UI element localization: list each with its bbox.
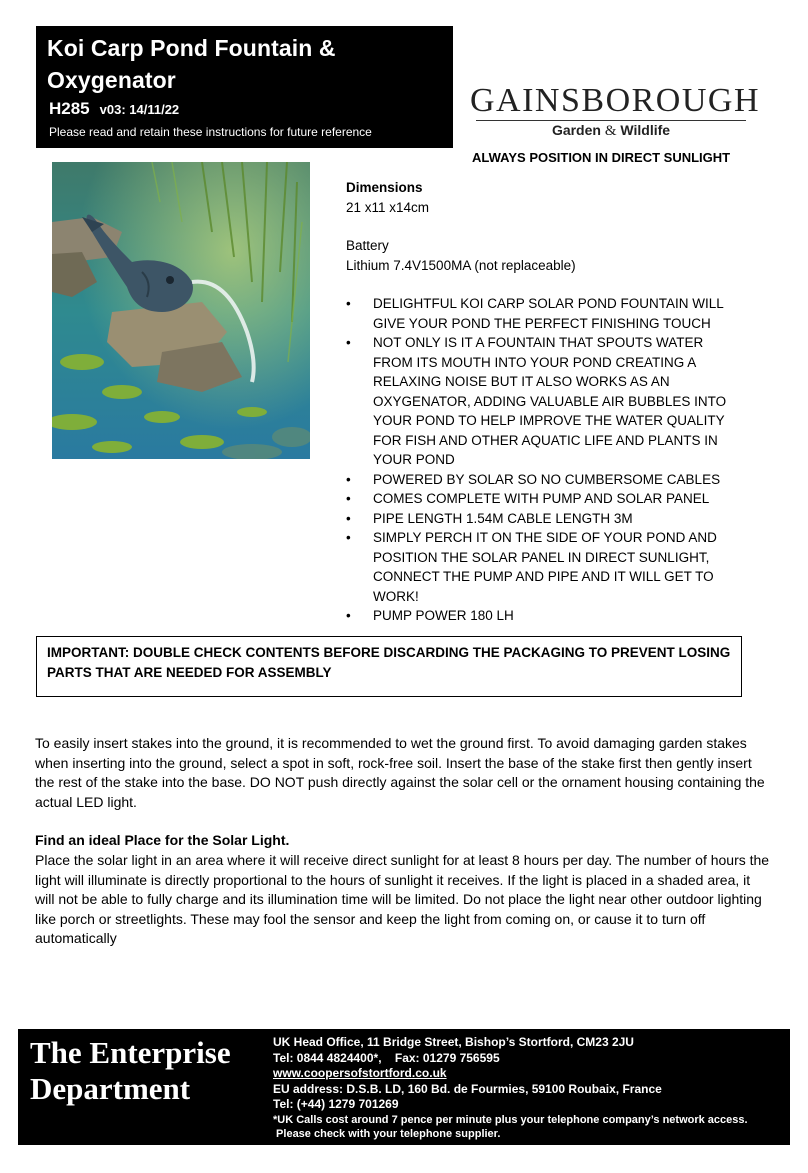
brand-subtitle <box>470 122 752 140</box>
bullet-icon: • <box>346 510 351 526</box>
battery-label: Battery <box>346 238 389 253</box>
website-link[interactable]: www.coopersofstortford.co.uk <box>273 1066 447 1080</box>
bullet-icon: • <box>346 296 351 311</box>
battery-value: Lithium 7.4V1500MA (not replaceable) <box>346 257 576 273</box>
department-name: The Enterprise Department <box>30 1035 231 1106</box>
product-title-line2: Oxygenator <box>47 67 176 93</box>
bullet-icon: • <box>346 335 351 350</box>
specs-section <box>346 178 746 626</box>
bullet-icon: • <box>346 530 351 545</box>
brand-rule <box>476 120 746 121</box>
bullet-icon: • <box>346 471 351 487</box>
brand-logo <box>470 82 761 140</box>
brand-name: GAINSBOROUGH <box>470 82 761 119</box>
brand-sub-amp: & <box>604 123 617 139</box>
version-label: v03: 14/11/22 <box>99 102 180 117</box>
stake-instructions: To easily insert stakes into the ground, it is recommended to wet the ground first. To avoid damaging garden stakes when inserting into the ground, select a spot in soft, rock-free soil. Insert the base of the stake first then gently insert the rest of the stake into the base. DO NOT push directly against the solar cell or the ornament housing containing the actual LED light. <box>35 735 765 810</box>
bullet-icon: • <box>346 491 351 506</box>
eu-phone: Tel: (+44) 1279 701269 <box>273 1097 399 1111</box>
head-office-address: UK Head Office, 11 Bridge Street, Bishop’s Stortford, CM23 2JU <box>273 1035 634 1049</box>
feature-item: • SIMPLY PERCH IT ON THE SIDE OF YOUR POND AND POSITION THE SOLAR PANEL IN DIRECT SUNLIGHT, CONNECT THE PUMP AND PIPE AND IT WILL GET TO WORK! <box>346 530 717 604</box>
contact-details <box>273 1035 748 1141</box>
feature-item: • PUMP POWER 180 LH <box>346 606 746 626</box>
instructions-body <box>35 734 770 949</box>
uk-phone-fax: Tel: 0844 4824400*, Fax: 01279 756595 <box>273 1050 500 1065</box>
feature-list <box>346 294 746 626</box>
product-code-line <box>47 98 453 121</box>
brand-sub-right: Wildlife <box>620 122 671 138</box>
dimensions-value: 21 x11 x14cm <box>346 199 430 215</box>
title-box <box>36 26 453 148</box>
important-notice: IMPORTANT: DOUBLE CHECK CONTENTS BEFORE DISCARDING THE PACKAGING TO PREVENT LOSING PARTS THAT ARE NEEDED FOR ASSEMBLY <box>36 636 742 697</box>
feature-item: • PIPE LENGTH 1.54M CABLE LENGTH 3M <box>346 509 746 529</box>
dimensions-label: Dimensions <box>346 180 423 195</box>
footer <box>18 1029 790 1145</box>
koi-fountain-illustration <box>52 162 310 459</box>
placement-instructions: Place the solar light in an area where it will receive direct sunlight for at least 8 hours per day. The number of hours the light will illuminate is directly proportional to the hours of sunlight it receives. If the light is placed in a shaded area, it will not be able to fully charge and its illumination time will be limited. Do not place the light near other outdoor lighting like porch or streetlights. These may fool the sensor and keep the light from coming on, or cause it to turn off automatically <box>35 851 770 947</box>
eu-address: EU address: D.S.B. LD, 160 Bd. de Fourmies, 59100 Roubaix, France <box>273 1081 662 1096</box>
product-code: H285 <box>49 99 90 118</box>
feature-item: • COMES COMPLETE WITH PUMP AND SOLAR PANEL <box>346 489 746 509</box>
product-photo <box>52 162 310 459</box>
feature-item: • DELIGHTFUL KOI CARP SOLAR POND FOUNTAIN WILL GIVE YOUR POND THE PERFECT FINISHING TOUCH <box>346 296 724 331</box>
product-title-line1: Koi Carp Pond Fountain & <box>47 35 336 61</box>
feature-item: • NOT ONLY IS IT A FOUNTAIN THAT SPOUTS WATER FROM ITS MOUTH INTO YOUR POND CREATING A RELAXING NOISE BUT IT ALSO WORKS AS AN OXYGENATOR, ADDING VALUABLE AIR BUBBLES INTO YOUR POND TO HELP IMPROVE THE WATER QUALITY FOR FISH AND OTHER AQUATIC LIFE AND PLANTS IN YOUR POND <box>346 335 727 467</box>
call-cost-note: *UK Calls cost around 7 pence per minute plus your telephone company’s network access. <box>273 1113 748 1126</box>
brand-sub-left: Garden <box>551 122 601 138</box>
sunlight-notice: ALWAYS POSITION IN DIRECT SUNLIGHT <box>472 150 731 165</box>
bullet-icon: • <box>346 608 351 623</box>
call-cost-note-2: Please check with your telephone supplier. <box>273 1127 501 1140</box>
retain-note: Please read and retain these instructions for future reference <box>49 125 372 139</box>
feature-item: • POWERED BY SOLAR SO NO CUMBERSOME CABLES <box>346 470 746 490</box>
placement-heading: Find an ideal Place for the Solar Light. <box>35 832 290 849</box>
